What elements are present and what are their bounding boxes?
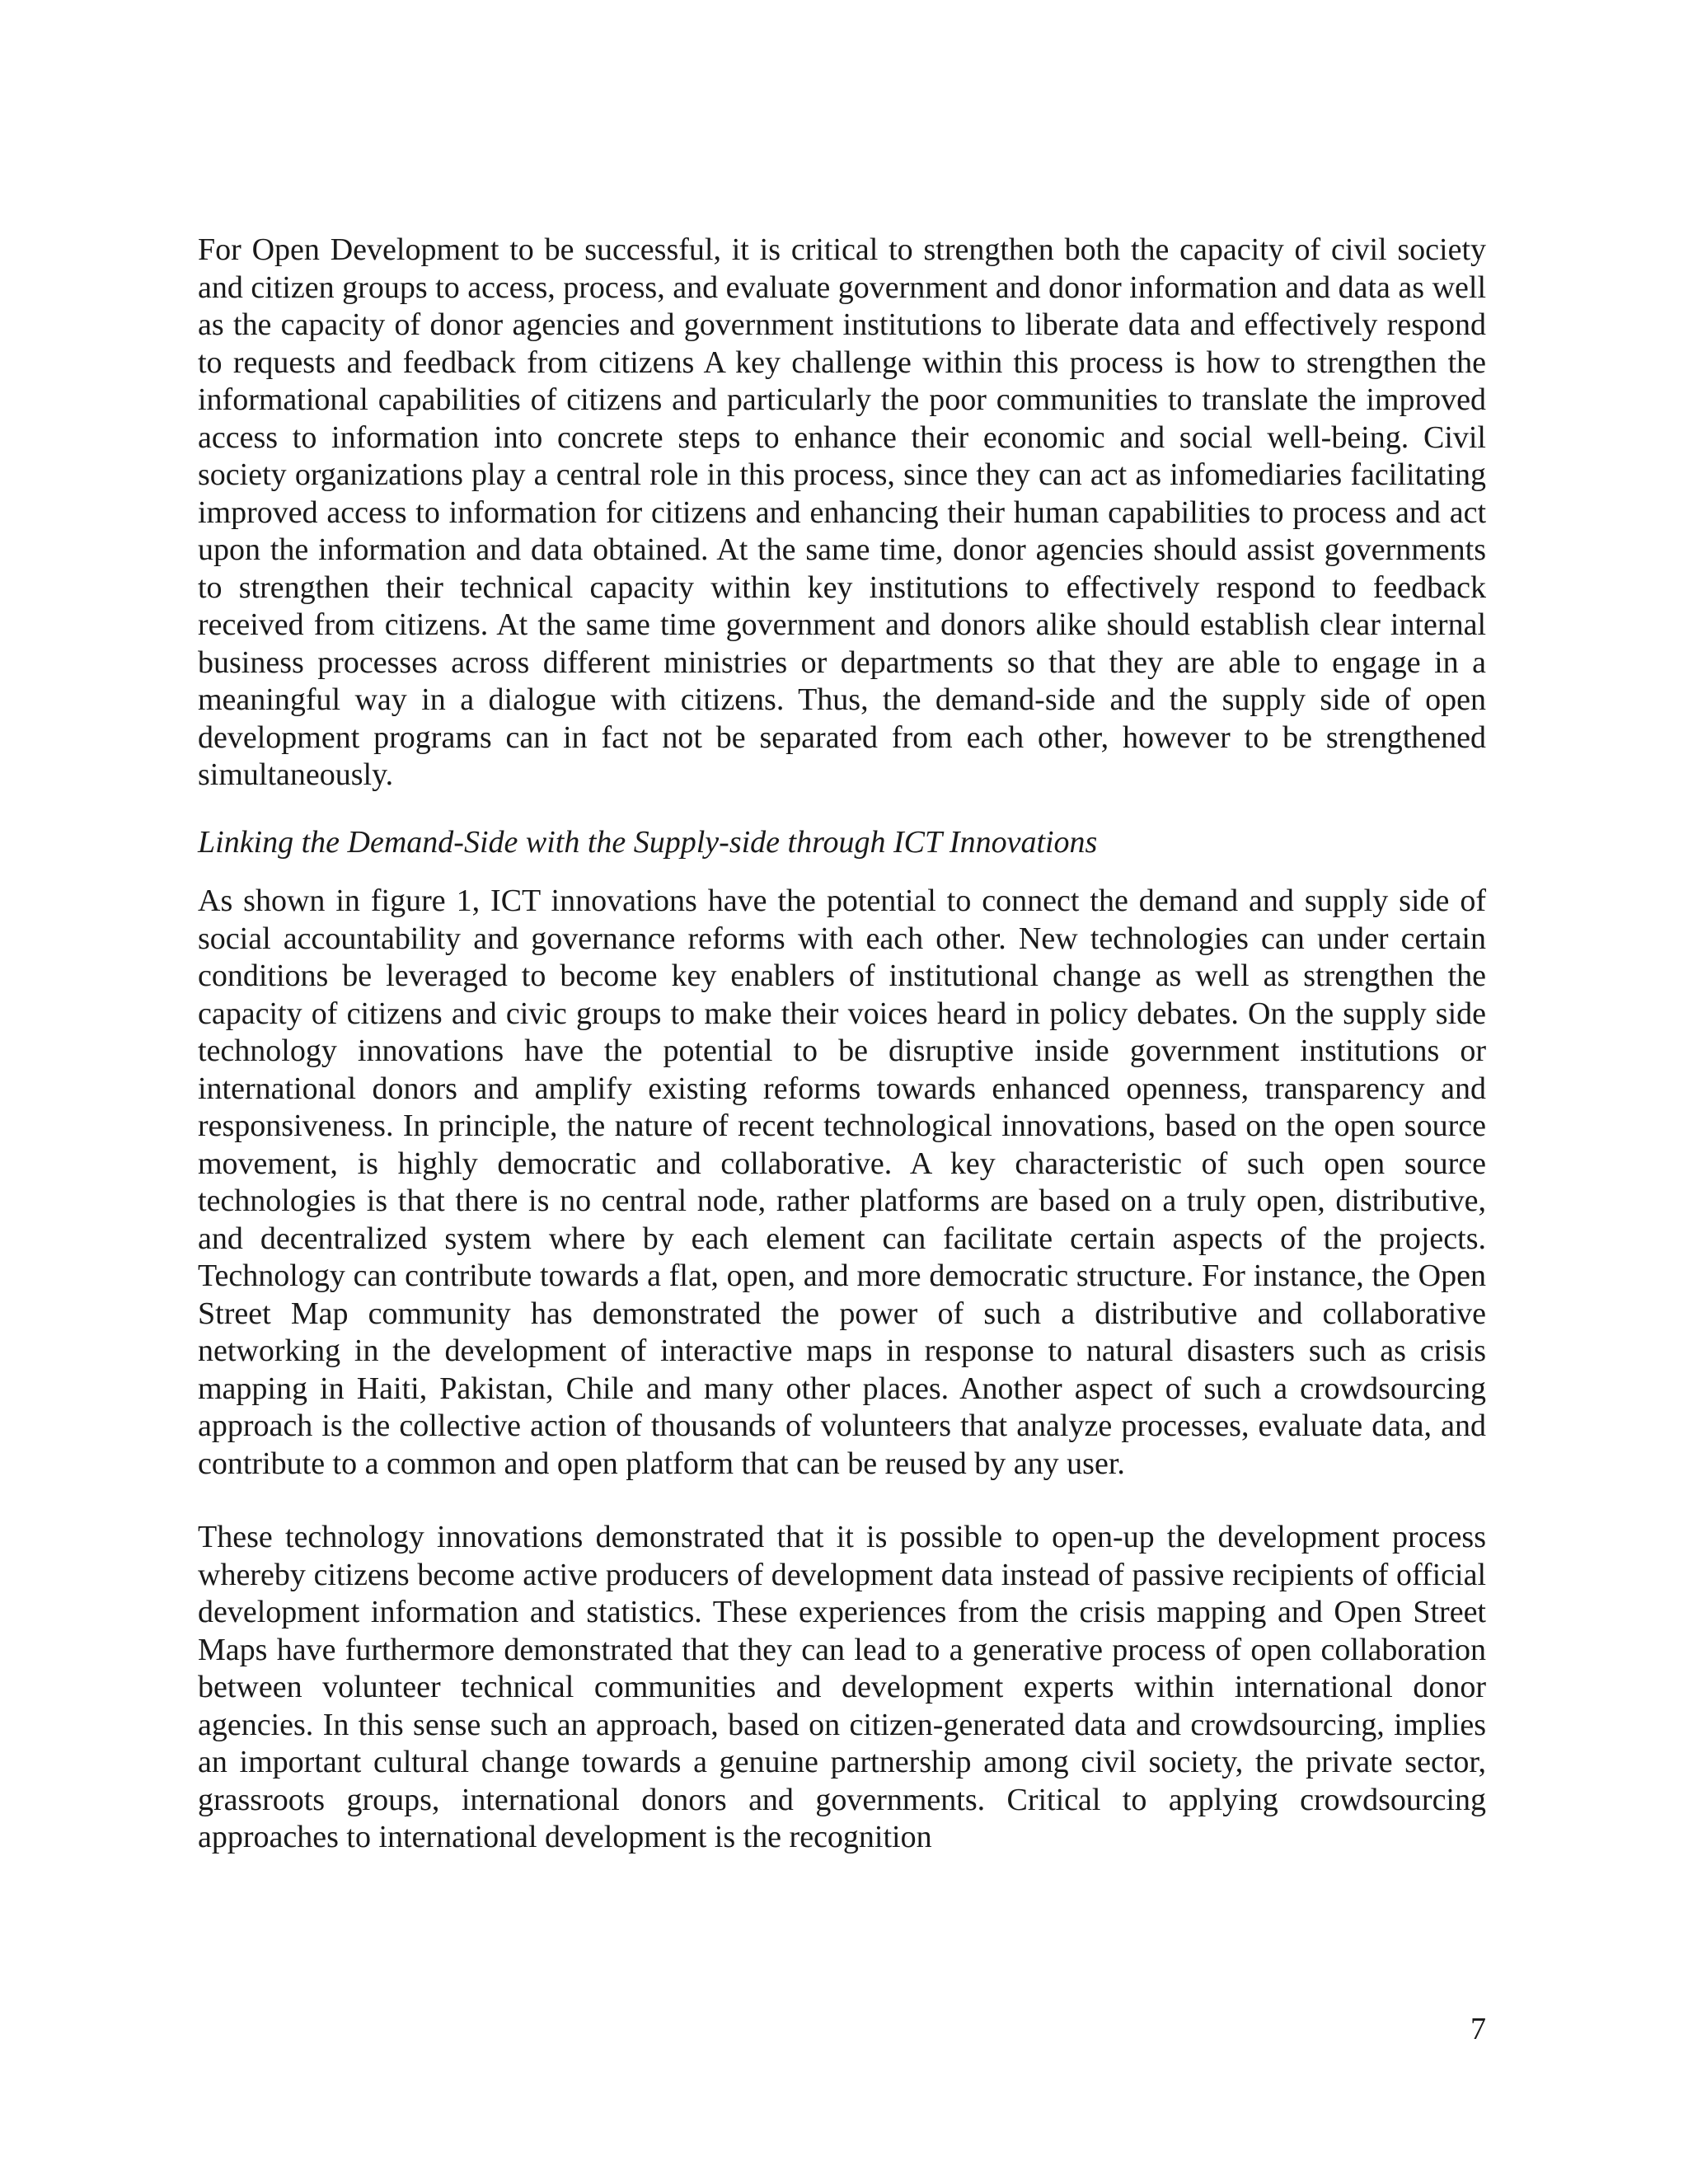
paragraph-ict-innovations: As shown in figure 1, ICT innovations have the potential to connect the demand and supply side of social accountability and governance reforms with each other. New technologies can under certain conditions be leveraged to become key enablers of institutional change as well as strengthen the capacity of citizens and civic groups to make their voices heard in policy debates. On the supply side technology innovations have the potential to be disruptive inside government institutions or international donors and amplify existing reforms towards enhanced openness, transparency and responsiveness. In principle, the nature of recent technological innovations, based on the open source movement, is highly democratic and collaborative. A key characteristic of such open source technologies is that there is no central node, rather platforms are based on a truly open, distributive, and decentralized system where by each element can facilitate certain aspects of the projects. Technology can contribute towards a flat, open, and more democratic structure. For instance, the Open Street Map community has demonstrated the power of such a distributive and collaborative networking in the development of interactive maps in response to natural disasters such as crisis mapping in Haiti, Pakistan, Chile and many other places. Another aspect of such a crowdsourcing approach is the collective action of thousands of volunteers that analyze processes, evaluate data, and contribute to a common and open platform that can be reused by any user. xyxy=(198,883,1486,1481)
paragraph-open-development: For Open Development to be successful, it is critical to strengthen both the capacity of civil society and citizen groups to access, process, and evaluate government and donor information and data as well as the capacity of donor agencies and government institutions to liberate data and effectively respond to requests and feedback from citizens A key challenge within this process is how to strengthen the informational capabilities of citizens and particularly the poor communities to translate the improved access to information into concrete steps to enhance their economic and social well-being. Civil society organizations play a central role in this process, since they can act as infomediaries facilitating improved access to information for citizens and enhancing their human capabilities to process and act upon the information and data obtained. At the same time, donor agencies should assist governments to strengthen their technical capacity within key institutions to effectively respond to feedback received from citizens. At the same time government and donors alike should establish clear internal business processes across different ministries or departments so that they are able to engage in a meaningful way in a dialogue with citizens. Thus, the demand-side and the supply side of open development programs can in fact not be separated from each other, however to be strengthened simultaneously. xyxy=(198,232,1486,792)
page-content xyxy=(198,232,1486,1857)
section-heading: Linking the Demand-Side with the Supply-side through ICT Innovations xyxy=(198,824,1098,860)
paragraph-technology-innovations: These technology innovations demonstrated that it is possible to open-up the development process whereby citizens become active producers of development data instead of passive recipients of official development information and statistics. These experiences from the crisis mapping and Open Street Maps have furthermore demonstrated that they can lead to a generative process of open collaboration between volunteer technical communities and development experts within international donor agencies. In this sense such an approach, based on citizen-generated data and crowdsourcing, implies an important cultural change towards a genuine partnership among civil society, the private sector, grassroots groups, international donors and governments. Critical to applying crowdsourcing approaches to international development is the recognition xyxy=(198,1520,1486,1854)
page-number: 7 xyxy=(1470,2012,1486,2046)
